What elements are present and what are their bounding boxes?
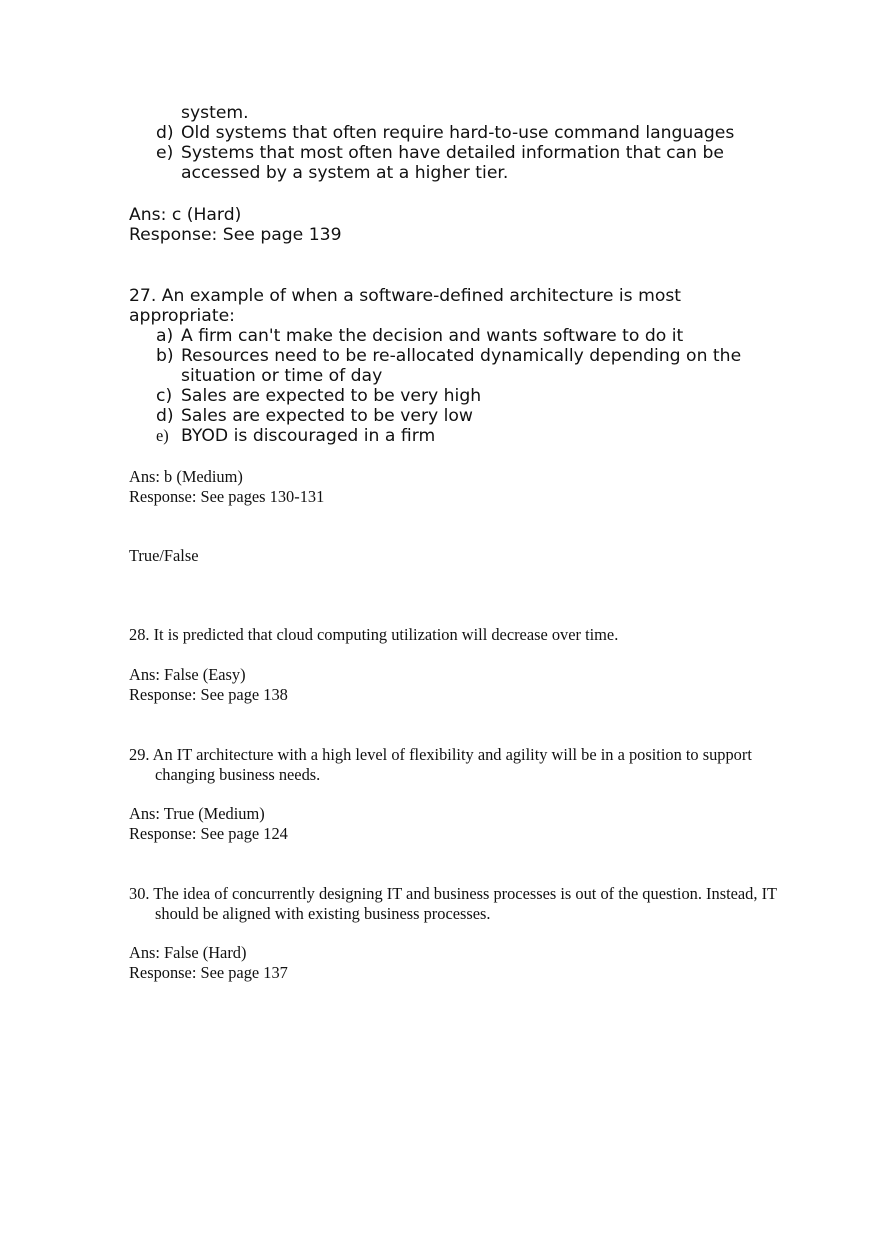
- question-29-answer: [129, 804, 769, 844]
- question-27: [129, 286, 742, 446]
- answer-line: Ans: False (Hard): [129, 943, 247, 962]
- option-e: [129, 426, 729, 446]
- response-line: Response: See page 137: [129, 963, 288, 982]
- option-c: [129, 386, 729, 406]
- option-label: d): [156, 406, 174, 426]
- response-line: Response: See page 124: [129, 824, 288, 843]
- response-line: Response: See pages 130-131: [129, 487, 325, 506]
- response-line: Response: See page 139: [129, 225, 342, 245]
- section-title: True/False: [129, 546, 199, 565]
- question-29: [129, 745, 795, 785]
- question-stem: 27. An example of when a software-defined architecture is most appropriate:: [129, 286, 682, 326]
- option-e: [129, 143, 741, 183]
- question-27-answer: [129, 467, 769, 507]
- question-28-answer: [129, 665, 769, 705]
- option-label: a): [156, 326, 174, 346]
- answer-line: Ans: c (Hard): [129, 205, 242, 225]
- answer-line: Ans: True (Medium): [129, 804, 265, 823]
- option-label: e): [156, 143, 174, 163]
- option-text: Old systems that often require hard-to-use command languages: [181, 123, 735, 143]
- option-text: Resources need to be re-allocated dynamically depending on the situation or time of day: [181, 346, 742, 386]
- option-text: BYOD is discouraged in a firm: [181, 426, 436, 446]
- option-d: [129, 406, 729, 426]
- question-30: [129, 884, 795, 924]
- option-label: d): [156, 123, 174, 143]
- question-28: [129, 625, 769, 645]
- question-26-answer: [129, 205, 769, 245]
- answer-line: Ans: False (Easy): [129, 665, 246, 684]
- option-text: Sales are expected to be very low: [181, 406, 473, 426]
- option-text: A firm can't make the decision and wants software to do it: [181, 326, 684, 346]
- option-text: Systems that most often have detailed information that can be accessed by a system at a higher tier.: [181, 143, 724, 183]
- answer-line: Ans: b (Medium): [129, 467, 243, 486]
- option-text: Sales are expected to be very high: [181, 386, 482, 406]
- option-a: [129, 326, 729, 346]
- question-stem: 28. It is predicted that cloud computing utilization will decrease over time.: [129, 625, 619, 644]
- option-label: e): [156, 426, 169, 445]
- option-label: b): [156, 346, 174, 366]
- question-stem: 30. The idea of concurrently designing IT and business processes is out of the question. Instead, IT should be aligned with existing business processes.: [129, 884, 777, 923]
- section-heading: [129, 546, 769, 566]
- option-d: [129, 123, 769, 143]
- question-30-answer: [129, 943, 769, 983]
- option-b: [129, 346, 751, 386]
- option-label: c): [156, 386, 173, 406]
- response-line: Response: See page 138: [129, 685, 288, 704]
- question-26-tail: [129, 103, 769, 183]
- question-stem: 29. An IT architecture with a high level of flexibility and agility will be in a position to support changing business needs.: [129, 745, 752, 784]
- option-c-continuation: system.: [181, 103, 249, 123]
